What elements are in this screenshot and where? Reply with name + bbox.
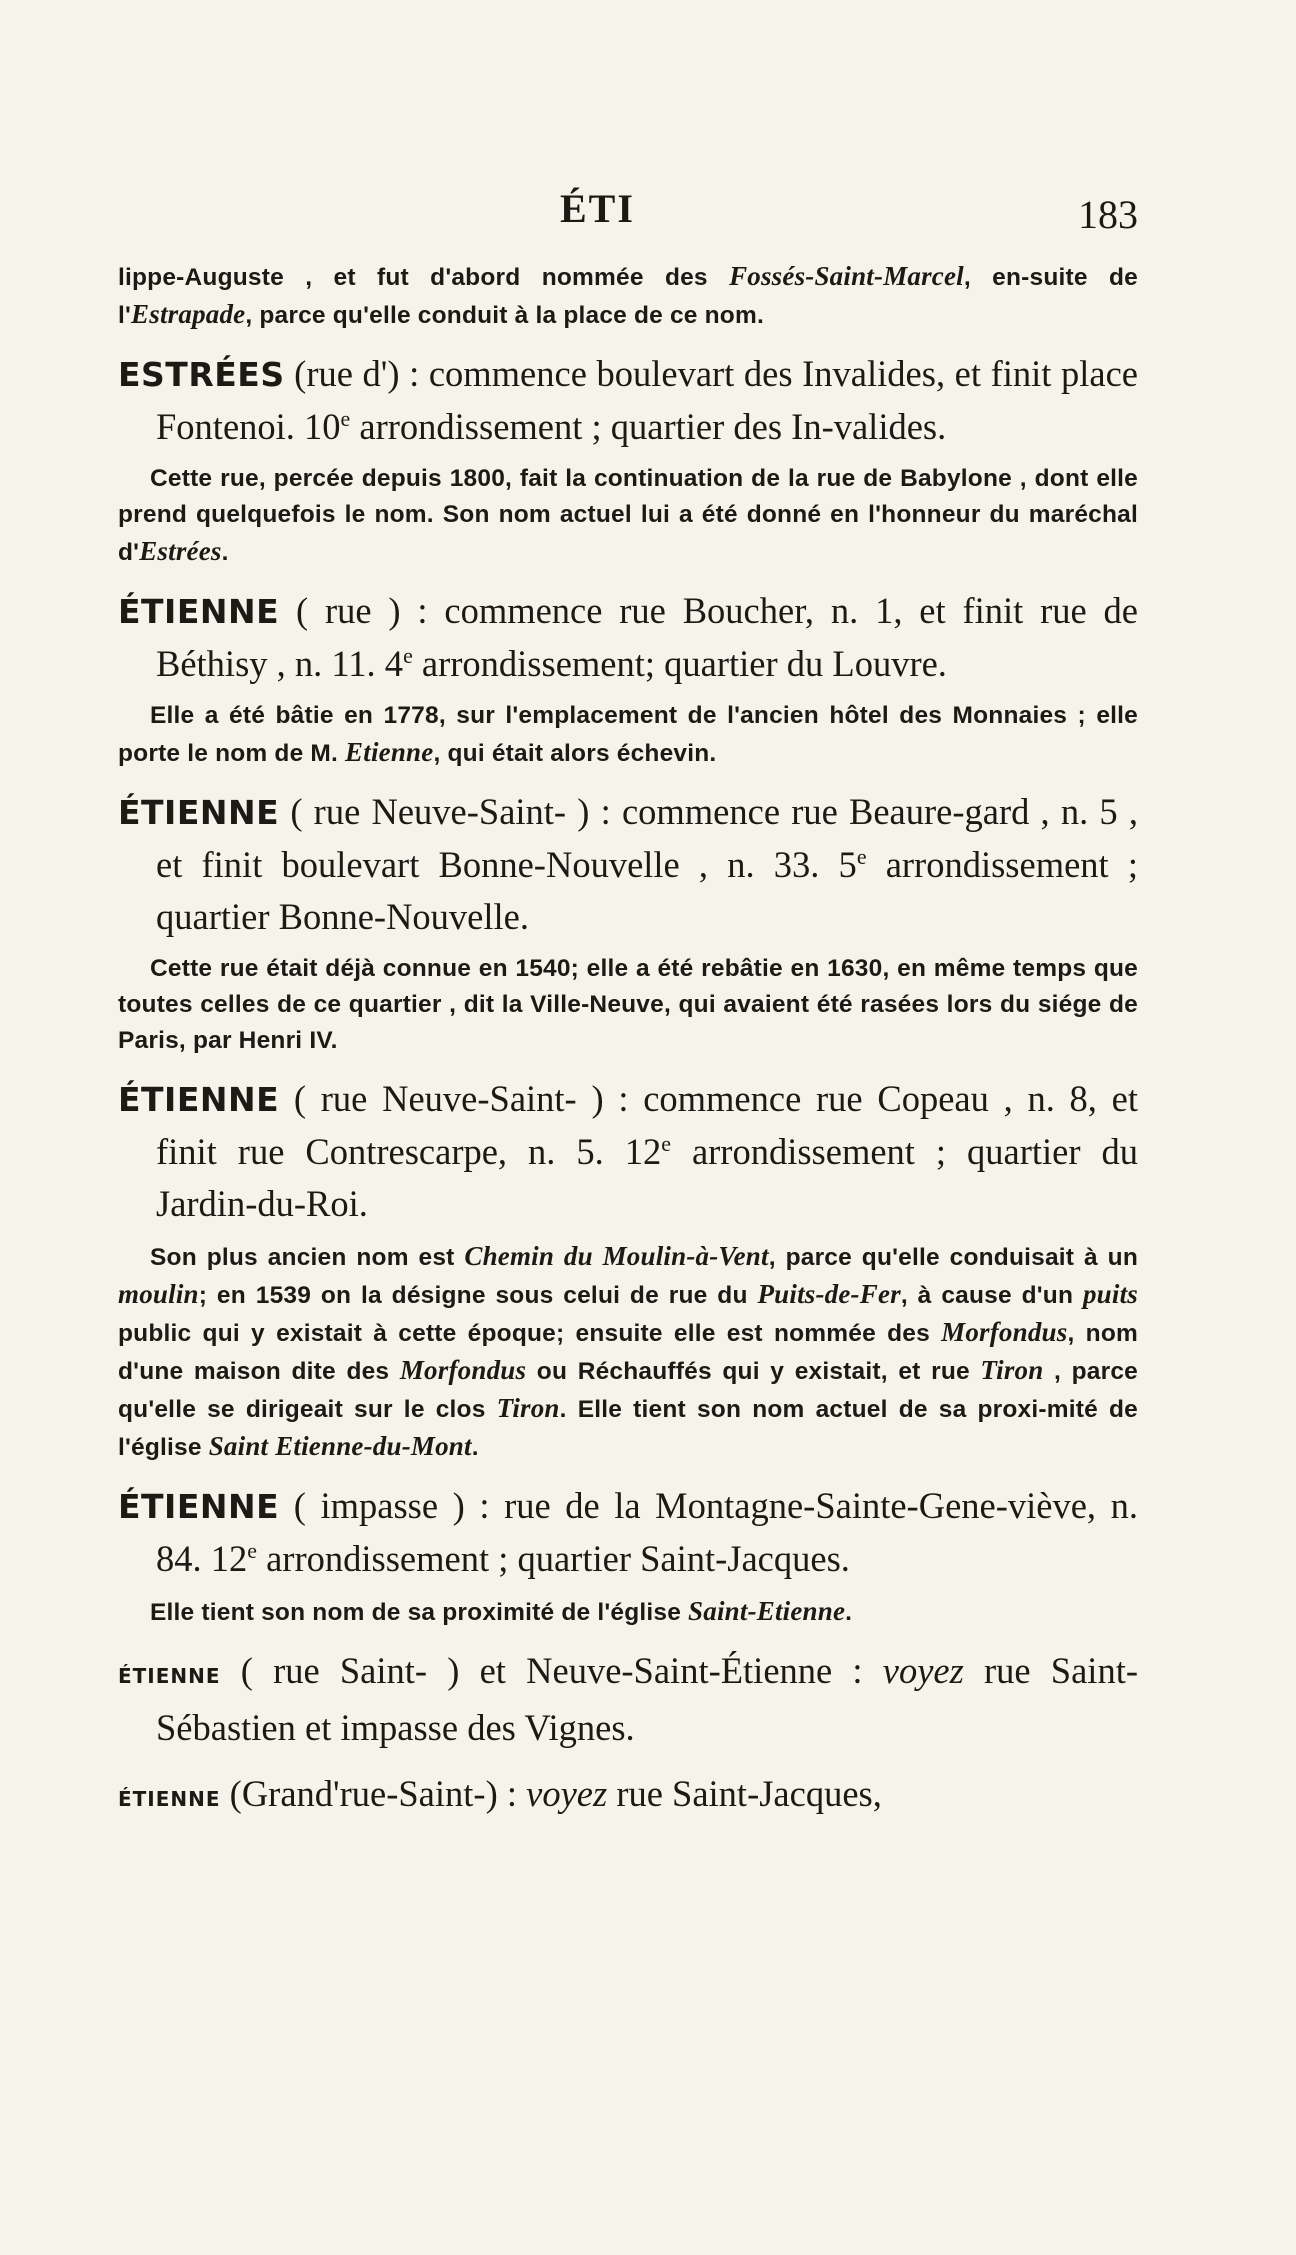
entry-headword: ÉTIENNE xyxy=(118,1487,280,1526)
text-run: , parce qu'elle se dirigeait sur le clos xyxy=(118,1358,1138,1423)
italic-run: voyez xyxy=(882,1650,964,1691)
entry-headword: ÉTIENNE xyxy=(118,1080,280,1119)
italic-run: Morfondus xyxy=(941,1317,1068,1347)
italic-run: moulin xyxy=(118,1279,199,1309)
entry-etienne-rue-saint xyxy=(118,1645,1138,1754)
text-run: . Elle tient son nom actuel de sa proxi-mité de l'église xyxy=(118,1396,1138,1461)
entry-note xyxy=(118,1593,1138,1631)
text-run: . xyxy=(221,539,229,566)
entry-text: ( rue ) : commence rue Boucher, n. 1, et finit rue de Béthisy , n. 11. 4 xyxy=(156,590,1138,684)
entry-headword: ÉTIENNE xyxy=(118,592,280,631)
entry-text: ( rue Neuve-Saint- ) : commence rue Beaure-gard , n. 5 , et finit boulevart Bonne-Nouvelle , n. 33. 5 xyxy=(156,791,1138,885)
entry-text: rue Saint-Sébastien et impasse des Vignes. xyxy=(156,1650,1138,1748)
italic-run: Tiron xyxy=(980,1355,1044,1385)
text-run: . xyxy=(845,1599,853,1626)
entry-text: (rue d') : commence boulevart des Invalides, et finit place Fontenoi. 10 xyxy=(156,353,1138,447)
italic-run: Estrées xyxy=(139,536,222,566)
entry-text: arrondissement ; quartier Bonne-Nouvelle. xyxy=(156,844,1139,937)
entry-text: arrondissement ; quartier Saint-Jacques. xyxy=(256,1538,850,1579)
text-run: public qui y existait à cette époque; ensuite elle est nommée des xyxy=(118,1320,942,1347)
italic-run: Morfondus xyxy=(399,1355,527,1385)
text-run: , en-suite de l' xyxy=(118,264,1139,329)
text-run: , qui était alors échevin. xyxy=(433,740,717,767)
text-run: Elle a été bâtie en 1778, sur l'emplacement de l'ancien hôtel des Monnaies ; elle porte le nom de M. xyxy=(118,702,1138,767)
text-run: Cette rue était déjà connue en 1540; elle a été rebâtie en 1630, en même temps que toutes celles de ce quartier , dit la Ville-Neuve, qui avaient été rasées lors du siége de Paris, par Henri IV. xyxy=(118,955,1138,1054)
page-number: 183 xyxy=(1078,192,1138,237)
entry-estrees xyxy=(118,348,1138,453)
entry-etienne-impasse xyxy=(118,1480,1138,1585)
text-run: , parce qu'elle conduit à la place de ce nom. xyxy=(245,302,764,329)
entry-headword: ESTRÉES xyxy=(118,355,285,394)
text-run: , nom d'une maison dite des xyxy=(118,1320,1138,1385)
entry-headword: ÉTIENNE xyxy=(118,793,280,832)
entry-note xyxy=(118,461,1138,571)
entry-etienne-neuve-saint-2 xyxy=(118,1073,1138,1230)
running-head: ÉTI xyxy=(560,186,635,231)
text-run: ou Réchauffés qui y existait, et rue xyxy=(526,1358,981,1385)
entry-etienne-rue xyxy=(118,585,1138,690)
entry-note xyxy=(118,698,1138,772)
entry-text: (Grand'rue-Saint-) : xyxy=(220,1773,527,1814)
superscript: e xyxy=(856,843,867,869)
text-run: , à cause d'un xyxy=(900,1282,1083,1309)
entry-text: arrondissement; quartier du Louvre. xyxy=(412,643,947,684)
text-run: ; en 1539 on la désigne sous celui de rue du xyxy=(198,1282,758,1309)
text-run: Cette rue, percée depuis 1800, fait la continuation de la rue de Babylone , dont elle prend quelquefois le nom. Son nom actuel lui a été donné en l'honneur du maréchal d' xyxy=(118,465,1138,566)
text-run: , parce qu'elle conduisait à un xyxy=(768,1244,1138,1271)
text-run: Son plus ancien nom est xyxy=(150,1244,465,1271)
entry-note xyxy=(118,951,1138,1059)
text-run: . xyxy=(471,1434,479,1461)
superscript: e xyxy=(403,642,413,668)
entry-text: arrondissement ; quartier du Jardin-du-Roi. xyxy=(156,1131,1138,1224)
italic-run: Saint Etienne-du-Mont xyxy=(208,1431,472,1461)
entry-text: ( rue Saint- ) et Neuve-Saint-Étienne : xyxy=(220,1650,883,1691)
entry-note xyxy=(118,1238,1138,1466)
entry-etienne-grand-rue xyxy=(118,1768,1138,1825)
superscript: e xyxy=(247,1537,257,1563)
continuation-paragraph xyxy=(118,258,1138,334)
superscript: e xyxy=(340,405,351,431)
text-run: Elle tient son nom de sa proximité de l'église xyxy=(150,1599,689,1626)
entry-etienne-neuve-saint-1 xyxy=(118,786,1138,943)
italic-run: voyez xyxy=(526,1773,608,1814)
italic-run: Estrapade xyxy=(131,299,246,329)
italic-run: Tiron xyxy=(496,1393,560,1423)
entry-text: ( rue Neuve-Saint- ) : commence rue Copeau , n. 8, et finit rue Contrescarpe, n. 5. 12 xyxy=(156,1078,1138,1172)
entry-headword: ÉTIENNE xyxy=(118,1664,221,1688)
entry-headword: ÉTIENNE xyxy=(118,1787,221,1811)
superscript: e xyxy=(661,1130,671,1156)
entry-text: arrondissement ; quartier des In-valides. xyxy=(350,406,947,447)
italic-run: Chemin du Moulin-à-Vent xyxy=(464,1241,769,1271)
entry-text: ( impasse ) : rue de la Montagne-Sainte-Gene-viève, n. 84. 12 xyxy=(156,1485,1138,1579)
italic-run: Saint-Etienne xyxy=(688,1596,846,1626)
page-body xyxy=(118,258,1138,1833)
page-header xyxy=(0,185,1296,245)
italic-run: Fossés-Saint-Marcel xyxy=(729,261,964,291)
text-run: lippe-Auguste , et fut d'abord nommée des xyxy=(118,264,730,291)
italic-run: Puits-de-Fer xyxy=(757,1279,901,1309)
italic-run: Etienne xyxy=(345,737,434,767)
entry-text: rue Saint-Jacques, xyxy=(607,1773,882,1814)
italic-run: puits xyxy=(1082,1279,1138,1309)
